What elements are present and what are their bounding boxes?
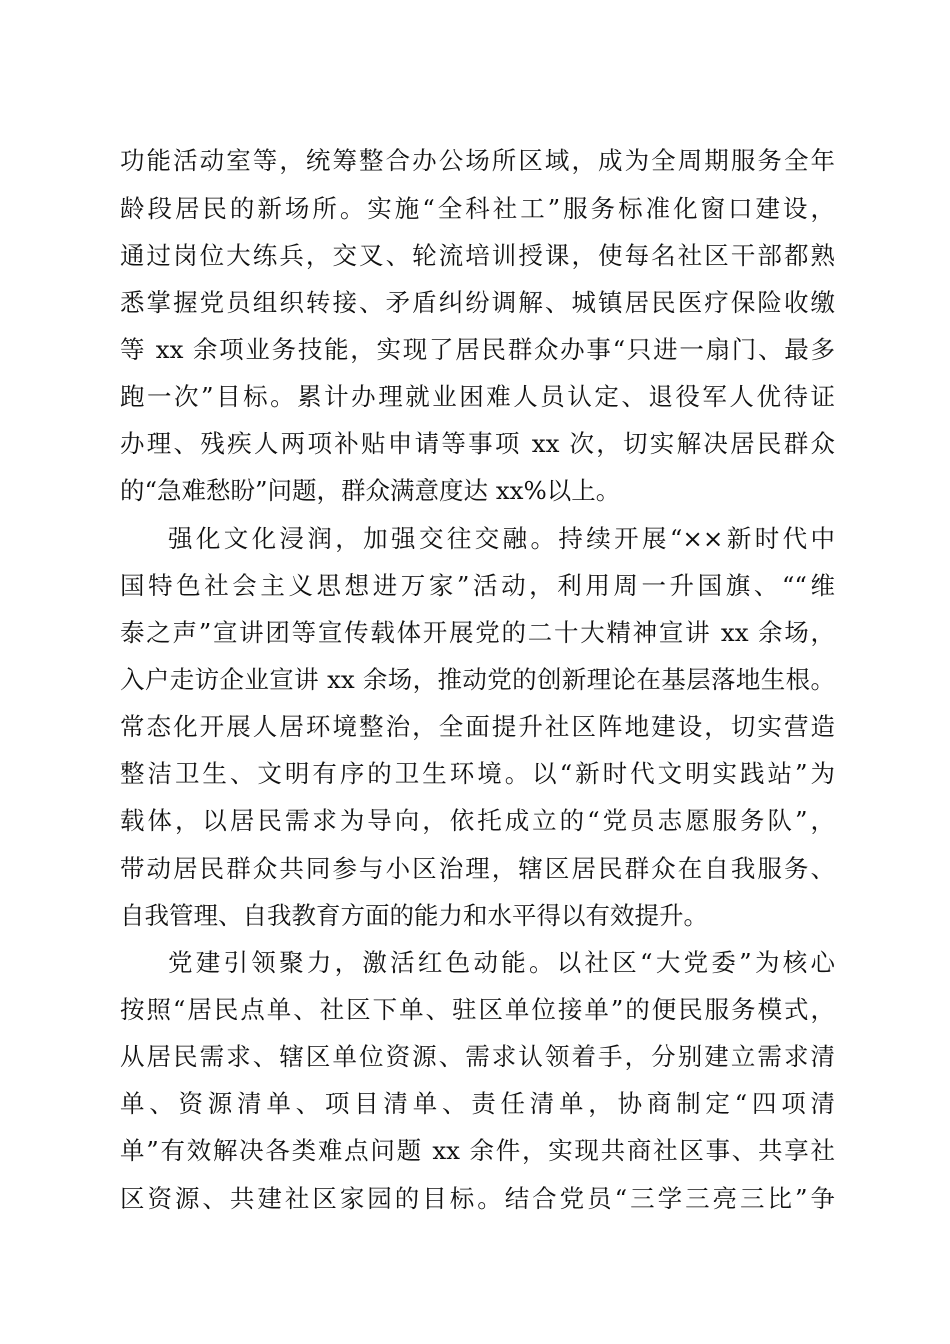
text-line-2: 龄段居民的新场所。实施“全科社工”服务标准化窗口建设， <box>120 194 835 223</box>
text-line-9: 强化文化浸润，加强交往交融。持续开展“××新时代中 <box>168 524 835 553</box>
text-line-5: 等 xx 余项业务技能，实现了居民群众办事“只进一扇门、最多 <box>120 335 835 364</box>
text-line-7: 办理、残疾人两项补贴申请等事项 xx 次，切实解决居民群众 <box>120 429 835 458</box>
text-line-14: 整洁卫生、文明有序的卫生环境。以“新时代文明实践站”为 <box>120 759 835 788</box>
text-line-4: 悉掌握党员组织转接、矛盾纠纷调解、城镇居民医疗保险收缴 <box>120 288 835 317</box>
text-line-19: 按照“居民点单、社区下单、驻区单位接单”的便民服务模式， <box>120 995 835 1024</box>
text-line-1: 功能活动室等，统筹整合办公场所区域，成为全周期服务全年 <box>120 146 835 175</box>
text-line-13: 常态化开展人居环境整治，全面提升社区阵地建设，切实营造 <box>120 712 835 741</box>
text-line-8: 的“急难愁盼”问题，群众满意度达 xx%以上。 <box>120 476 621 505</box>
text-line-16: 带动居民群众共同参与小区治理，辖区居民群众在自我服务、 <box>120 854 835 883</box>
text-line-17: 自我管理、自我教育方面的能力和水平得以有效提升。 <box>120 901 708 930</box>
text-line-18: 党建引领聚力，激活红色动能。以社区“大党委”为核心 <box>168 948 835 977</box>
text-line-22: 单”有效解决各类难点问题 xx 余件，实现共商社区事、共享社 <box>120 1136 835 1165</box>
text-line-12: 入户走访企业宣讲 xx 余场，推动党的创新理论在基层落地生根。 <box>120 665 835 694</box>
text-line-20: 从居民需求、辖区单位资源、需求认领着手，分别建立需求清 <box>120 1042 835 1071</box>
text-line-21: 单、资源清单、项目清单、责任清单，协商制定“四项清 <box>120 1089 835 1118</box>
text-line-11: 泰之声”宣讲团等宣传载体开展党的二十大精神宣讲 xx 余场， <box>120 618 835 647</box>
text-line-23: 区资源、共建社区家园的目标。结合党员“三学三亮三比”争 <box>120 1184 835 1213</box>
text-line-15: 载体，以居民需求为导向，依托成立的“党员志愿服务队”， <box>120 806 835 835</box>
text-line-3: 通过岗位大练兵，交叉、轮流培训授课，使每名社区干部都熟 <box>120 241 835 270</box>
text-line-10: 国特色社会主义思想进万家”活动，利用周一升国旗、““维 <box>120 571 835 600</box>
text-line-6: 跑一次”目标。累计办理就业困难人员认定、退役军人优待证 <box>120 382 835 411</box>
